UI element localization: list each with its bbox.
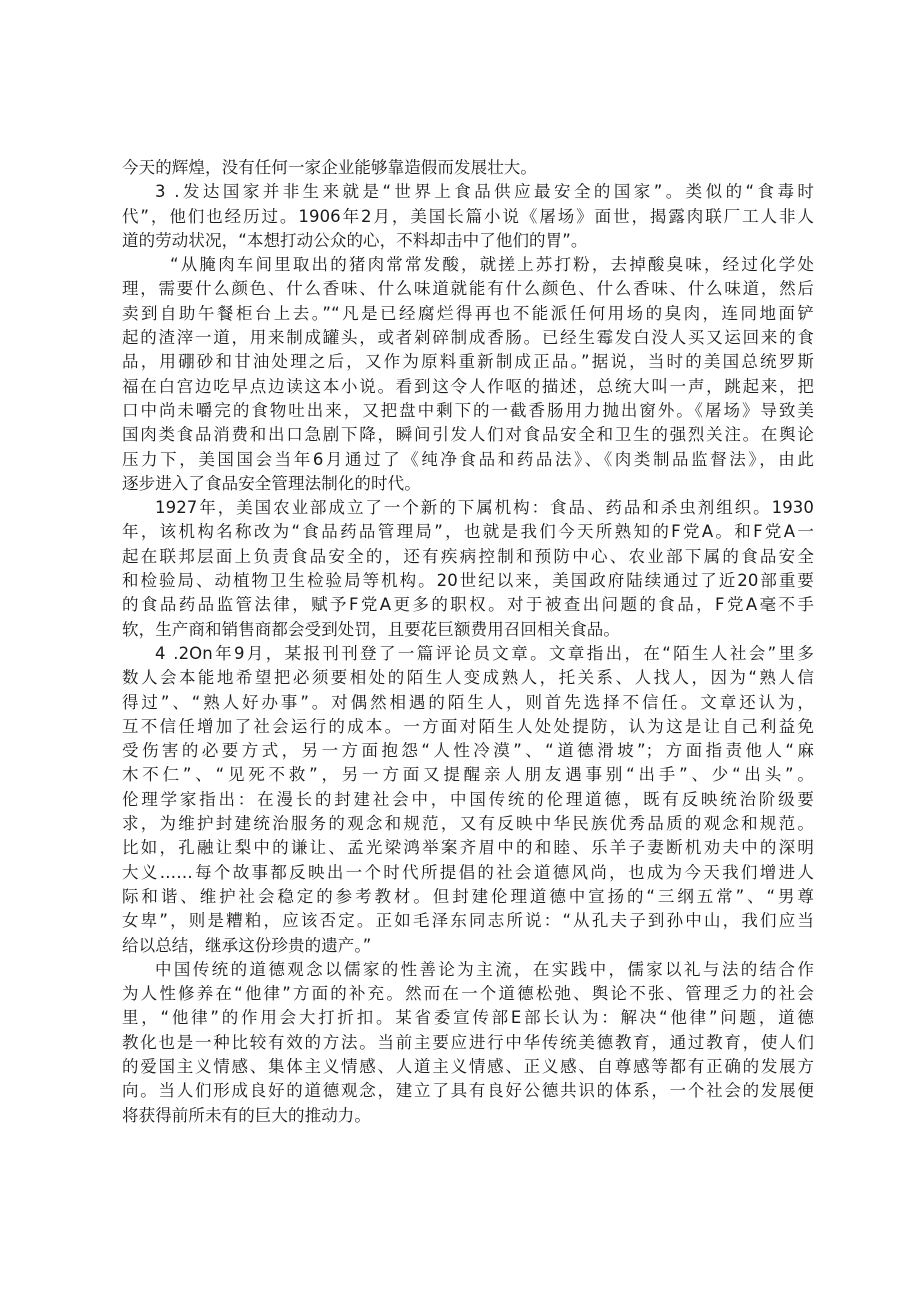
text-line: 起的渣滓一道，用来制成罐头，或者剁碎制成香肠。已经生霉发白没人买又运回来的食 [122,328,814,348]
text-line: 伦理学家指出：在漫长的封建社会中，中国传统的伦理道德，既有反映统治阶级要 [122,789,814,809]
text-line: 中国传统的道德观念以儒家的性善论为主流，在实践中，儒家以礼与法的结合作 [155,959,814,979]
text-line: 的爱国主义情感、集体主义情感、人道主义情感、正义感、自尊感等都有正确的发展方 [122,1056,814,1076]
text-line: 数人会本能地希望把必须要相处的陌生人变成熟人，托关系、人找人，因为“熟人信 [122,668,814,688]
text-line: 年，该机构名称改为“食品药品管理局”，也就是我们今天所熟知的F党A。和F党A一 [122,522,814,542]
text-line: 今天的辉煌，没有任何一家企业能够靠造假而发展壮大。 [122,158,537,177]
text-line: 3 .发达国家并非生来就是“世界上食品供应最安全的国家”。类似的“食毒时 [155,182,814,202]
paragraph [122,496,814,642]
text-line: 理，需要什么颜色、什么香味、什么味道就能有什么颜色、什么香味、什么味道，然后 [122,279,814,299]
text-line: 大义……每个故事都反映出一个时代所提倡的社会道德风尚，也成为今天我们增进人 [122,862,814,882]
text-line: 给以总结，继承这份珍贵的遗产。” [122,935,372,955]
document-body [122,156,814,1128]
text-line: 互不信任增加了社会运行的成本。一方面对陌生人处处提防，认为这是让自己利益免 [122,716,814,736]
text-line: 教化也是一种比较有效的方法。当前主要应进行中华传统美德教育，通过教育，使人们 [122,1032,814,1052]
text-line: 逐步进入了食品安全管理法制化的时代。 [122,473,421,493]
text-line: 比如，孔融让梨中的谦让、孟光梁鸿举案齐眉中的和睦、乐羊子妻断机劝夫中的深明 [122,838,814,858]
text-line: 福在白宫边吃早点边读这本小说。看到这令人作呕的描述，总统大叫一声，跳起来，把 [122,376,814,396]
text-line: 际和谐、维护社会稳定的参考教材。但封建伦理道德中宣扬的“三纲五常”、“男尊 [122,886,814,906]
paragraph [122,180,814,253]
text-line: 为人性修养在“他律”方面的补充。然而在一个道德松弛、舆论不张、管理乏力的社会 [122,984,814,1004]
text-line: 受伤害的必要方式，另一方面抱怨“人性冷漠”、“道德滑坡”；方面指责他人“麻 [122,741,814,761]
paragraph [122,958,814,1128]
text-line: 女卑”，则是糟粕，应该否定。正如毛泽东同志所说：“从孔夫子到孙中山，我们应当 [122,911,814,931]
text-line: 起在联邦层面上负责食品安全的，还有疾病控制和预防中心、农业部下属的食品安全 [122,546,814,566]
text-line: 里，“他律”的作用会大打折扣。某省委宣传部E部长认为：解决“他律”问题，道德 [122,1008,814,1028]
paragraph [122,156,814,180]
text-line: 的食品药品监管法律，赋予F党A更多的职权。对于被查出问题的食品，F党A毫不手 [122,595,814,615]
text-line: 软，生产商和销售商都会受到处罚，且要花巨额费用召回相关食品。 [122,619,620,639]
text-line: 木不仁”、“见死不救”，另一方面又提醒亲人朋友遇事别“出手”、少“出头”。 [122,765,814,785]
text-line: 得过”、“熟人好办事”。对偶然相遇的陌生人，则首先选择不信任。文章还认为， [122,692,814,712]
text-line: “从腌肉车间里取出的猪肉常常发酸，就搓上苏打粉，去掉酸臭味，经过化学处 [170,255,814,275]
text-line: 品，用硼砂和甘油处理之后，又作为原料重新制成正品。”据说，当时的美国总统罗斯 [122,352,814,372]
text-line: 口中尚未嚼完的食物吐出来，又把盘中剩下的一截香肠用力抛出窗外。《屠场》导致美 [122,400,814,420]
text-line: 向。当人们形成良好的道德观念，建立了具有良好公德共识的体系，一个社会的发展便 [122,1081,814,1101]
text-line: 将获得前所未有的巨大的推动力。 [122,1105,371,1125]
text-line: 代”，他们也经历过。1906年2月，美国长篇小说《屠场》面世，揭露肉联厂工人非人 [122,206,814,226]
paragraph [122,253,814,496]
text-line: 和检验局、动植物卫生检验局等机构。20世纪以来，美国政府陆续通过了近20部重要 [122,571,814,591]
paragraph [122,642,814,958]
text-line: 国肉类食品消费和出口急剧下降，瞬间引发人们对食品安全和卫生的强烈关注。在舆论 [122,425,814,445]
text-line: 卖到自助午餐柜台上去。”“凡是已经腐烂得再也不能派任何用场的臭肉，连同地面铲 [122,303,814,323]
text-line: 1927年，美国农业部成立了一个新的下属机构：食品、药品和杀虫剂组织。1930 [155,498,814,518]
text-line: 压力下，美国国会当年6月通过了《纯净食品和药品法》、《肉类制品监督法》，由此 [122,449,814,469]
text-line: 求，为维护封建统治服务的观念和规范，又有反映中华民族优秀品质的观念和规范。 [122,814,814,834]
text-line: 4 .2On年9月，某报刊刊登了一篇评论员文章。文章指出，在“陌生人社会”里多 [155,643,814,663]
text-line: 道的劳动状况，“本想打动公众的心，不料却击中了他们的胃”。 [122,230,588,250]
